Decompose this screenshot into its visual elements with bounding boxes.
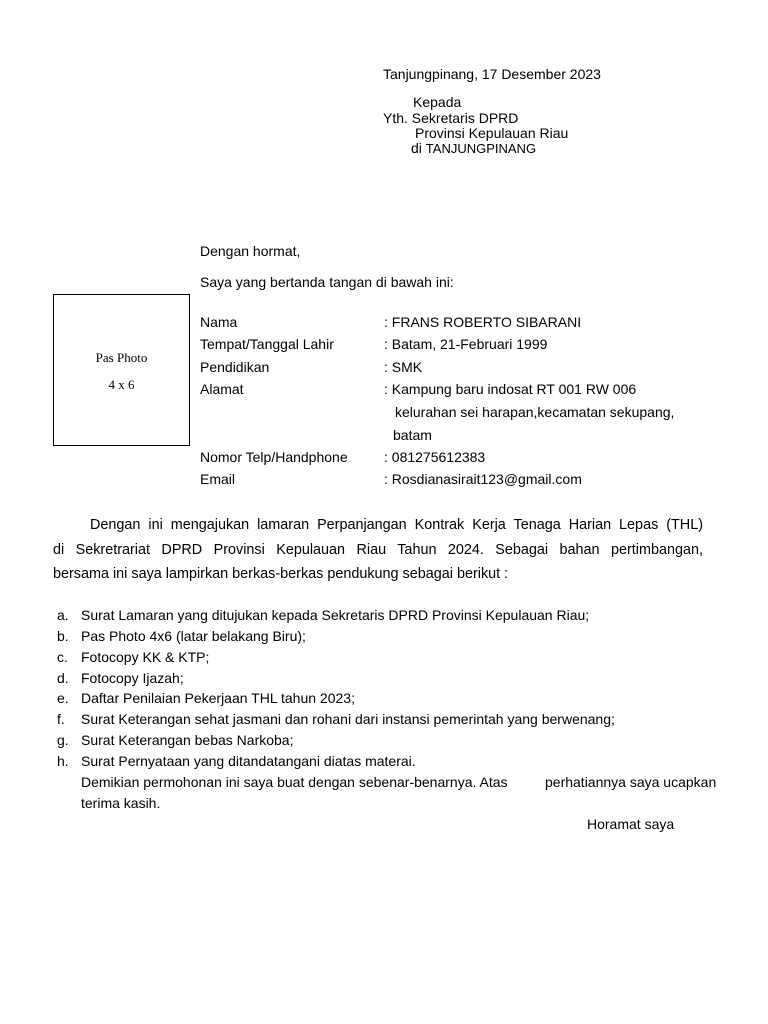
body-line-2: di Sekretrariat DPRD Provinsi Kepulauan Riau Tahun 2024. Sebagai bahan pertimbangan, <box>53 541 703 558</box>
field-value-alamat-line3: batam <box>393 427 432 443</box>
list-item: Fotocopy Ijazah; <box>81 670 184 686</box>
closing-part-1: Demikian permohonan ini saya buat dengan sebenar-benarnya. Atas <box>81 774 508 790</box>
field-label-telp: Nomor Telp/Handphone <box>200 449 348 465</box>
list-marker: f. <box>57 711 65 727</box>
photo-label: Pas Photo <box>95 350 148 365</box>
list-marker: e. <box>57 690 69 706</box>
body-line-3: bersama ini saya lampirkan berkas-berkas pendukung sebagai berikut : <box>53 566 509 582</box>
field-value-alamat: : Kampung baru indosat RT 001 RW 006 <box>384 381 637 397</box>
list-item: Surat Lamaran yang ditujukan kepada Sekretaris DPRD Provinsi Kepulauan Riau; <box>81 607 590 623</box>
recipient-city <box>411 139 536 158</box>
intro: Saya yang bertanda tangan di bawah ini: <box>200 274 454 290</box>
greeting: Dengan hormat, <box>200 243 301 259</box>
field-value-pendidikan: : SMK <box>384 359 423 375</box>
body-line-1: Dengan ini mengajukan lamaran Perpanjangan Kontrak Kerja Tenaga Harian Lepas (THL) <box>90 517 703 533</box>
field-label-ttl: Tempat/Tanggal Lahir <box>200 336 334 352</box>
field-value-telp: : 081275612383 <box>384 449 486 465</box>
field-value-email: : Rosdianasirait123@gmail.com <box>384 471 582 487</box>
field-value-alamat-line2: kelurahan sei harapan,kecamatan sekupang, <box>395 404 675 420</box>
list-marker: b. <box>57 628 69 644</box>
list-item: Surat Keterangan bebas Narkoba; <box>81 732 294 748</box>
closing-part-2: perhatiannya saya ucapkan <box>545 774 717 790</box>
list-marker: h. <box>57 753 69 769</box>
closing-line-2: terima kasih. <box>81 795 161 811</box>
list-marker: a. <box>57 607 69 623</box>
list-item: Pas Photo 4x6 (latar belakang Biru); <box>81 628 306 644</box>
recipient-city-prefix: di <box>411 140 426 156</box>
list-item: Fotocopy KK & KTP; <box>81 649 210 665</box>
list-item: Daftar Penilaian Pekerjaan THL tahun 2023; <box>81 690 355 706</box>
field-value-ttl: : Batam, 21-Februari 1999 <box>384 336 548 352</box>
photo-size: 4 x 6 <box>108 377 135 392</box>
recipient-title: Yth. Sekretaris DPRD <box>383 110 519 126</box>
list-item: Surat Pernyataan yang ditandatangani diatas materai. <box>81 753 416 769</box>
recipient-city-name: TANJUNGPINANG <box>425 141 537 156</box>
list-marker: g. <box>57 732 69 748</box>
recipient-kepada: Kepada <box>413 94 462 110</box>
photo-placeholder <box>53 294 190 446</box>
recipient-province: Provinsi Kepulauan Riau <box>415 125 569 141</box>
field-value-nama: : FRANS ROBERTO SIBARANI <box>384 314 582 330</box>
field-label-email: Email <box>200 471 236 487</box>
list-marker: c. <box>57 649 68 665</box>
list-marker: d. <box>57 670 69 686</box>
signoff: Horamat saya <box>587 816 675 832</box>
field-label-nama: Nama <box>200 314 238 330</box>
place-date: Tanjungpinang, 17 Desember 2023 <box>383 66 601 82</box>
list-item: Surat Keterangan sehat jasmani dan rohani dari instansi pemerintah yang berwenang; <box>81 711 615 727</box>
body-paragraph <box>53 513 703 587</box>
field-label-pendidikan: Pendidikan <box>200 359 270 375</box>
field-label-alamat: Alamat <box>200 381 244 397</box>
